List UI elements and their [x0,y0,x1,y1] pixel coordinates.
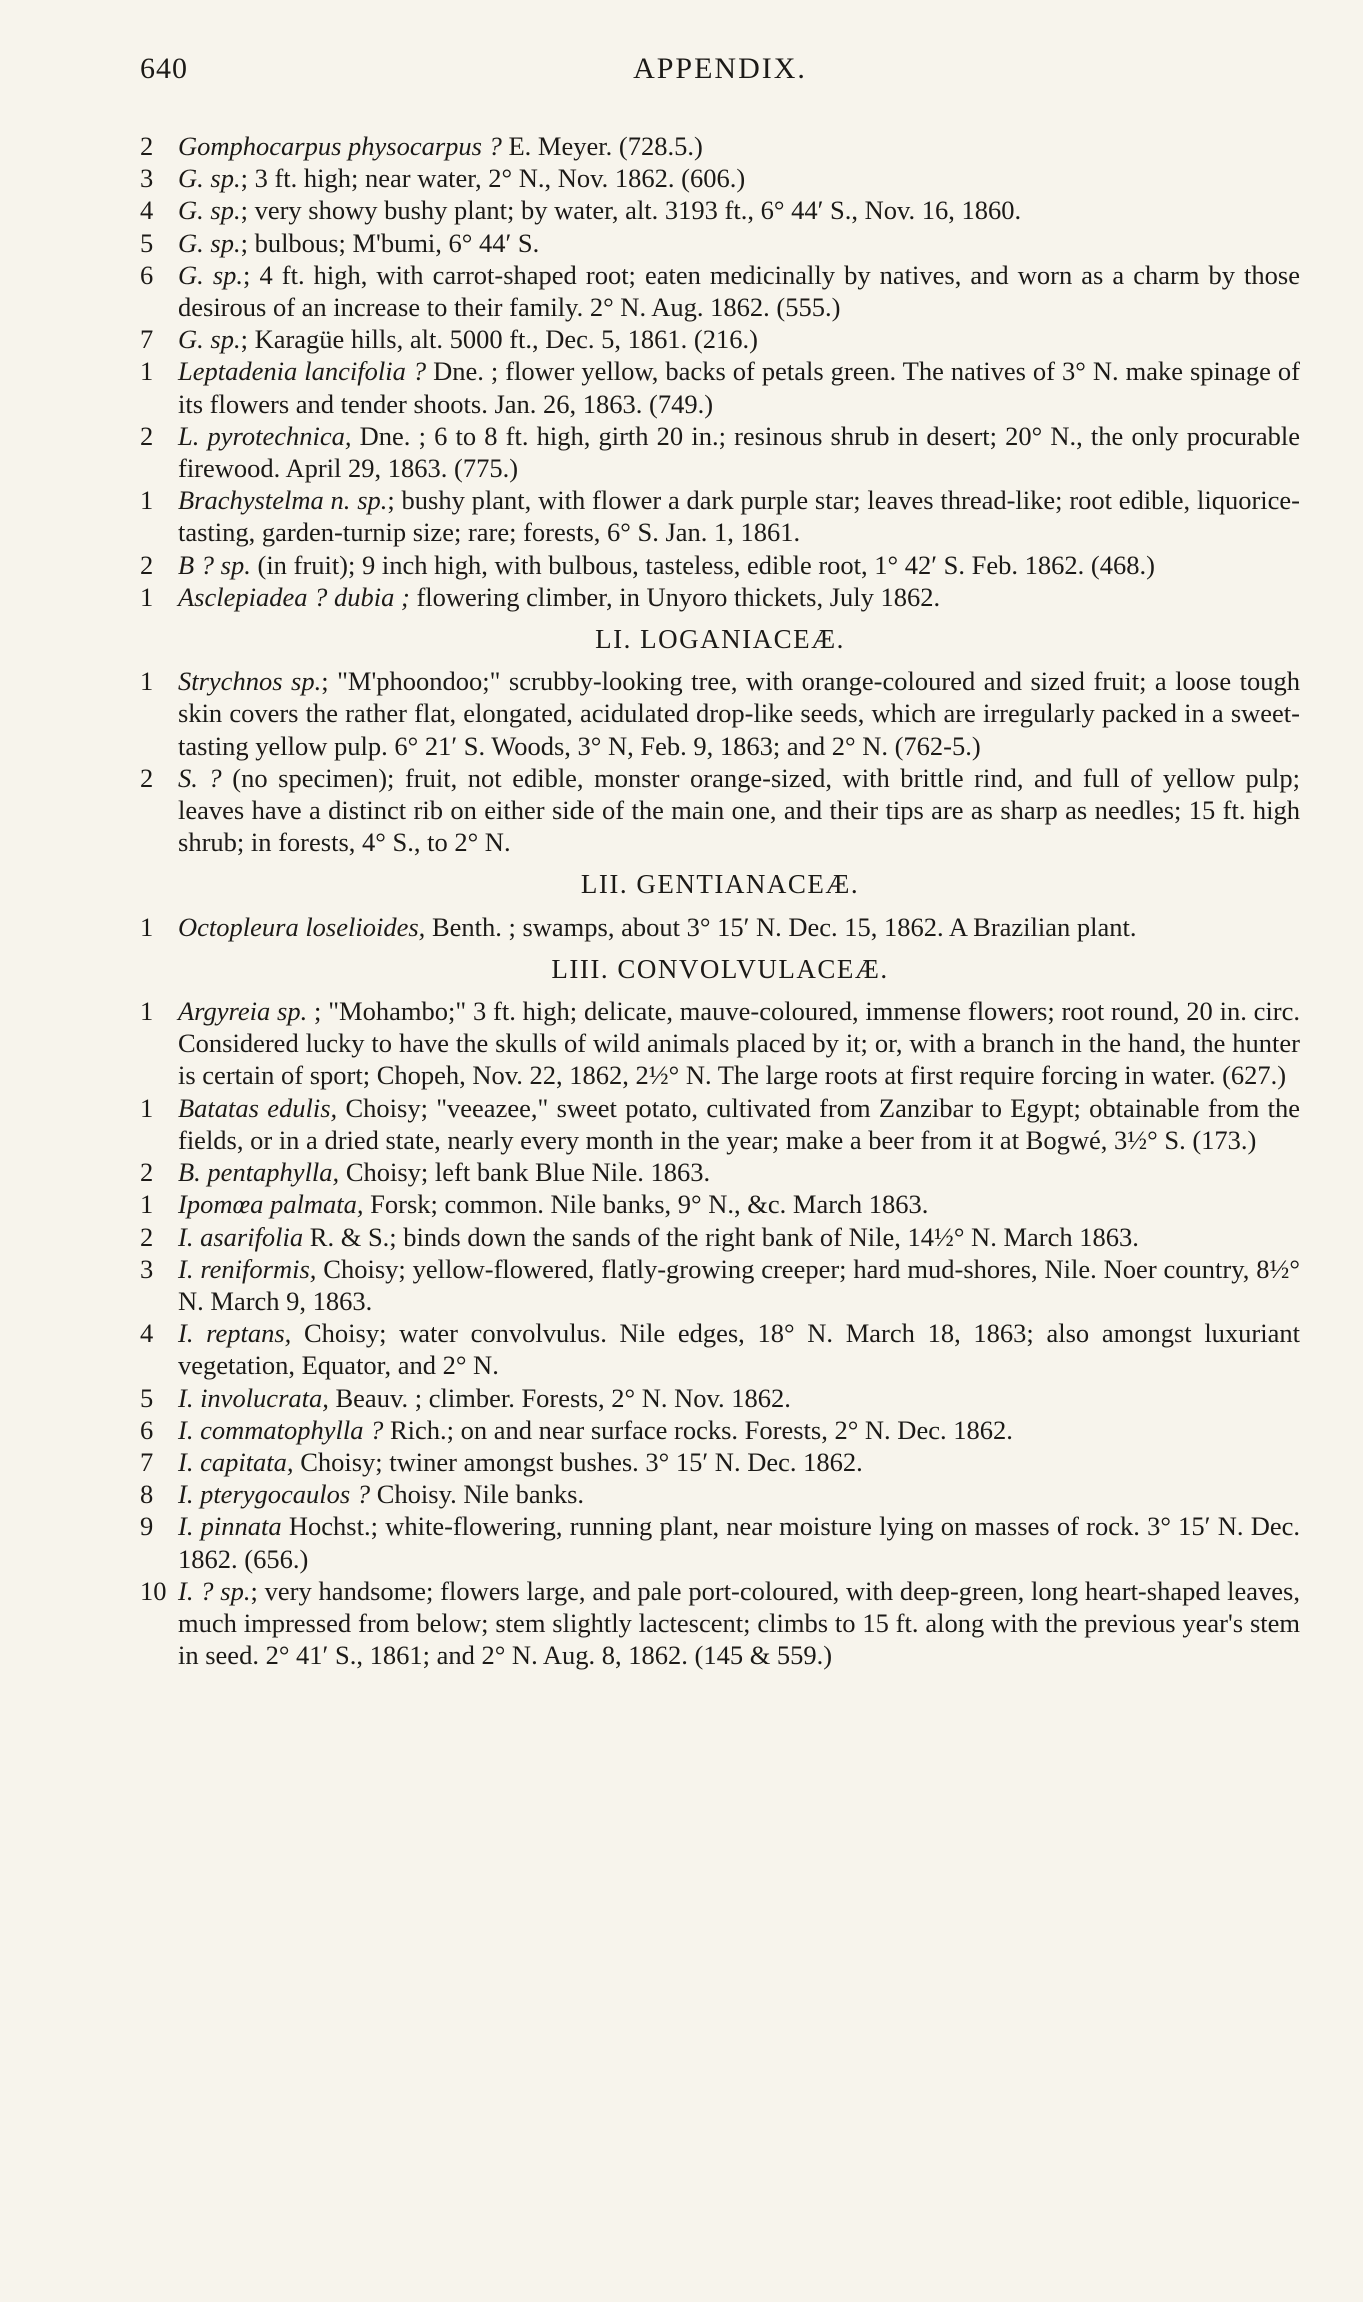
section-heading: LI. LOGANIACEÆ. [595,624,845,655]
entry-description: ; Karagüe hills, alt. 5000 ft., Dec. 5, 1861. (216.) [240,324,758,355]
entry-text [178,1575,1300,1672]
catalogue-entry [140,355,1300,419]
catalogue-entry [140,665,1300,762]
entry-text [178,549,1300,581]
entry-description: ; 4 ft. high, with carrot-shaped root; eaten medicinally by natives, and worn as a charm by those desirous of an increase to their family. 2° N. Aug. 1862. (555.) [178,259,1300,323]
entry-text [178,1188,1300,1220]
catalogue-entry [140,130,1300,162]
entry-number: 2 [140,420,154,451]
entry-text [178,665,1300,762]
entry-description: Forsk; common. Nile banks, 9° N., &c. March 1863. [363,1189,929,1220]
entry-text [178,194,1300,226]
entry-number: 2 [140,762,154,793]
species-name: I. pterygocaulos ? [178,1479,371,1510]
entry-number: 5 [140,227,154,258]
entry-description: Hochst.; white-flowering, running plant, near moisture lying on masses of rock. 3° 15′ N. Dec. 1862. (656.) [178,1511,1300,1574]
entry-number: 4 [140,1318,154,1349]
entry-text [178,420,1300,484]
entry-description: Dne. ; flower yellow, backs of petals green. The natives of 3° N. make spinage of its flowers and tender shoots. Jan. 26, 1863. (749.) [178,356,1301,419]
entry-text [178,1414,1300,1446]
entry-text [178,581,1300,613]
entry-number: 7 [140,1446,154,1477]
entry-number: 2 [140,131,154,161]
entry-text [178,227,1300,259]
entry-text [178,1382,1300,1414]
catalogue-entry [140,1510,1300,1574]
catalogue-entry [140,581,1300,613]
entry-description: Rich.; on and near surface rocks. Forests, 2° N. Dec. 1862. [383,1414,1013,1445]
section-heading: LIII. CONVOLVULACEÆ. [551,953,889,984]
entry-description: ; "M'phoondoo;" scrubby-looking tree, with orange-coloured and sized fruit; a loose tough skin covers the rather flat, elongated, acidulated drop-like seeds, which are irregularly packed in a sweet-tasting yellow pulp. 6° 21′ S. Woods, 3° N, Feb. 9, 1863; and 2° N. (762-5.) [178,666,1301,761]
catalogue-entry [140,1188,1300,1220]
catalogue-entry [140,1156,1300,1188]
entry-number: 6 [140,1414,154,1445]
entry-description: R. & S.; binds down the sands of the right bank of Nile, 14½° N. March 1863. [303,1221,1139,1252]
catalogue-entry [140,549,1300,581]
entry-description: Choisy; left bank Blue Nile. 1863. [339,1157,711,1188]
catalogue-entry [140,1317,1300,1381]
entry-number: 6 [140,259,154,290]
entry-text [178,1092,1300,1156]
entry-description: Choisy; water convolvulus. Nile edges, 18° N. March 18, 1863; also amongst luxuriant vegetation, Equator, and 2° N. [178,1318,1300,1381]
page-number: 640 [140,52,188,85]
entry-text [178,1317,1300,1381]
catalogue-entry [140,1221,1300,1253]
species-name: B. pentaphylla, [178,1157,340,1188]
entry-text [178,911,1300,943]
species-name: S. ? [178,762,222,793]
entry-text [178,130,1300,162]
entry-description: Choisy; "veeazee," sweet potato, cultivated from Zanzibar to Egypt; obtainable from the fields, or in a dried state, nearly every month in the year; make a beer from it at Bogwé, 3½° S. (173.) [178,1092,1300,1155]
catalogue-entry [140,227,1300,259]
entry-number: 1 [140,485,154,516]
entry-text [178,1221,1300,1253]
species-name: G. sp. [178,227,241,258]
species-name: G. sp. [178,163,241,194]
entry-description: ; bulbous; M'bumi, 6° 44′ S. [240,227,540,258]
catalogue-entry [140,484,1300,548]
species-name: I. pinnata [178,1511,282,1542]
entry-description: Choisy. Nile banks. [370,1479,585,1510]
entry-text [178,1510,1300,1574]
entry-text [178,1478,1300,1510]
species-name: Octopleura loselioides, [178,911,426,942]
entry-number: 3 [140,1253,154,1284]
species-name: Asclepiadea ? dubia ; [178,581,410,612]
entry-number: 2 [140,1221,154,1252]
catalogue-entry [140,911,1300,943]
entry-description: flowering climber, in Unyoro thickets, July 1862. [409,581,941,612]
entry-description: E. Meyer. (728.5.) [501,131,703,161]
catalogue-entry [140,1478,1300,1510]
catalogue-entry [140,995,1300,1092]
entry-number: 7 [140,324,154,355]
entry-number: 1 [140,1189,154,1220]
entry-number: 1 [140,911,154,942]
entry-description: Benth. ; swamps, about 3° 15′ N. Dec. 15, 1862. A Brazilian plant. [425,911,1137,942]
species-name: I. involucrata, [178,1382,329,1413]
catalogue-entry [140,762,1300,859]
species-name: Brachystelma n. sp. [178,485,388,516]
entry-text [178,1156,1300,1188]
entry-number: 8 [140,1479,154,1510]
entry-number: 5 [140,1382,154,1413]
species-name: I. reptans, [178,1318,292,1349]
section-heading: LII. GENTIANACEÆ. [580,869,860,900]
catalogue-entry [140,1414,1300,1446]
entry-description: (in fruit); 9 inch high, with bulbous, tasteless, edible root, 1° 42′ S. Feb. 1862. (468.) [250,549,1155,580]
entry-text [178,259,1300,323]
species-name: I. capitata, [178,1446,294,1477]
entry-text [178,484,1300,548]
page-body [140,130,1300,1671]
species-name: Gomphocarpus physocarpus ? [178,131,502,161]
entry-number: 3 [140,163,154,194]
species-name: Leptadenia lancifolia ? [178,356,427,387]
species-name: Strychnos sp. [178,666,322,697]
entry-description: ; very handsome; flowers large, and pale port-coloured, with deep-green, long heart-shaped leaves, much impressed from below; stem slightly lactescent; climbs to 15 ft. along with the previous year's stem in seed. 2° 41′ S., 1861; and 2° N. Aug. 8, 1862. (145 & 559.) [178,1575,1300,1671]
entry-number: 1 [140,1092,154,1123]
entry-description: ; 3 ft. high; near water, 2° N., Nov. 1862. (606.) [240,163,746,194]
species-name: Argyreia sp. [178,996,308,1027]
entry-text [178,1253,1300,1317]
entry-description: Choisy; yellow-flowered, flatly-growing creeper; hard mud-shores, Nile. Noer country, 8½° N. March 9, 1863. [178,1253,1300,1316]
catalogue-entry [140,1382,1300,1414]
entry-number: 10 [140,1575,167,1606]
species-name: I. commatophylla ? [178,1414,384,1445]
entry-text [178,762,1300,859]
catalogue-entry [140,1446,1300,1478]
entry-number: 2 [140,549,154,580]
species-name: G. sp. [178,259,244,290]
species-name: Ipomœa palmata, [178,1189,364,1220]
catalogue-entry [140,1092,1300,1156]
entry-number: 1 [140,356,154,387]
entry-description: ; bushy plant, with flower a dark purple star; leaves thread-like; root edible, liquorice-tasting, garden-turnip size; rare; forests, 6° S. Jan. 1, 1861. [178,485,1300,548]
entry-number: 1 [140,666,154,697]
species-name: G. sp. [178,195,241,226]
entry-text [178,995,1300,1092]
entry-number: 1 [140,581,154,612]
catalogue-entry [140,420,1300,484]
species-name: L. pyrotechnica, [178,420,352,451]
entry-text [178,323,1300,355]
entry-description: Beauv. ; climber. Forests, 2° N. Nov. 1862. [328,1382,791,1413]
entry-description: Dne. ; 6 to 8 ft. high, girth 20 in.; resinous shrub in desert; 20° N., the only procurable firewood. April 29, 1863. (775.) [178,420,1301,484]
entry-description: (no specimen); fruit, not edible, monster orange-sized, with brittle rind, and full of yellow pulp; leaves have a distinct rib on either side of the main one, and their tips are as sharp as needles; 15 ft. high shrub; in forests, 4° S., to 2° N. [178,762,1300,858]
entry-description: ; "Mohambo;" 3 ft. high; delicate, mauve-coloured, immense flowers; root round, 20 in. circ. Considered lucky to have the skulls of wild animals placed by it; or, with a branch in the hand, the hunter is certain of sport; Chopeh, Nov. 22, 1862, 2½° N. The large roots at first require forcing in water. (627.) [178,996,1300,1091]
catalogue-entry [140,1253,1300,1317]
entry-text [178,1446,1300,1478]
catalogue-entry [140,259,1300,323]
species-name: I. asarifolia [178,1221,304,1252]
species-name: Batatas edulis, [178,1092,338,1123]
species-name: I. ? sp. [178,1575,251,1606]
entry-number: 9 [140,1511,154,1542]
entry-text [178,162,1300,194]
species-name: I. reniformis, [178,1253,317,1284]
entry-number: 2 [140,1157,154,1188]
entry-description: ; very showy bushy plant; by water, alt. 3193 ft., 6° 44′ S., Nov. 16, 1860. [240,195,1022,226]
catalogue-entry [140,162,1300,194]
page-header [140,52,1300,92]
entry-number: 1 [140,996,154,1027]
running-head: APPENDIX. [633,52,807,85]
catalogue-entry [140,1575,1300,1672]
catalogue-entry [140,194,1300,226]
entry-number: 4 [140,195,154,226]
catalogue-entry [140,323,1300,355]
entry-text [178,355,1300,419]
species-name: G. sp. [178,324,241,355]
species-name: B ? sp. [178,549,251,580]
entry-description: Choisy; twiner amongst bushes. 3° 15′ N. Dec. 1862. [293,1446,863,1477]
